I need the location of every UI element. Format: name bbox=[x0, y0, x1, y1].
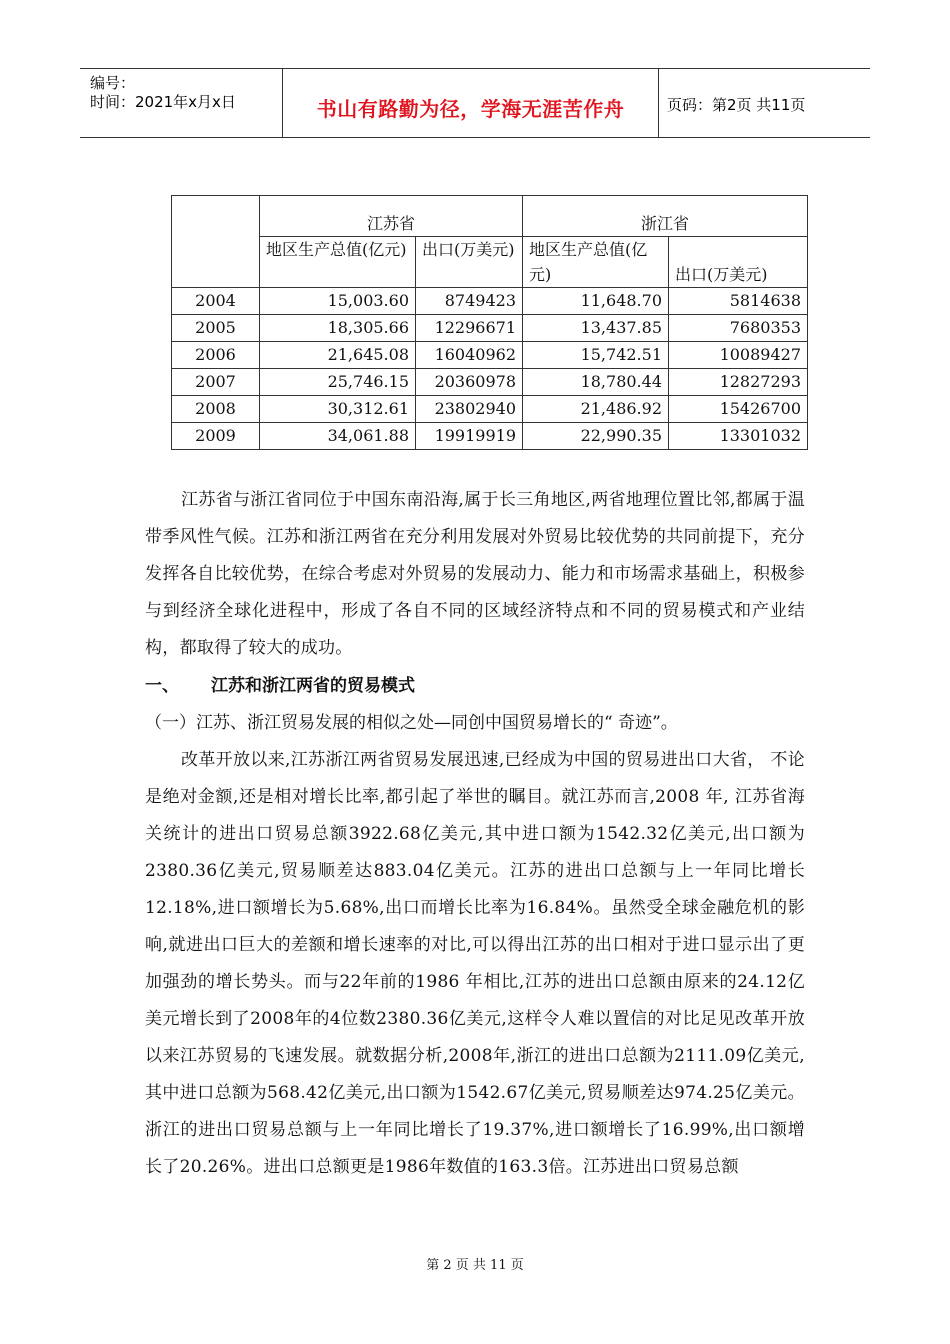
zj-export-cell: 5814638 bbox=[669, 288, 808, 315]
year-cell: 2005 bbox=[172, 315, 260, 342]
zj-gdp-cell: 22,990.35 bbox=[523, 423, 669, 450]
table-row bbox=[172, 396, 808, 423]
year-cell: 2009 bbox=[172, 423, 260, 450]
js-export-cell: 23802940 bbox=[416, 396, 523, 423]
col-jiangsu-export: 出口(万美元) bbox=[416, 237, 523, 288]
table-row bbox=[172, 369, 808, 396]
js-export-cell: 19919919 bbox=[416, 423, 523, 450]
zj-gdp-cell: 21,486.92 bbox=[523, 396, 669, 423]
section-heading bbox=[145, 668, 415, 705]
subsection-heading: （一）江苏、浙江贸易发展的相似之处—同创中国贸易增长的“ 奇迹”。 bbox=[145, 713, 678, 733]
table-row bbox=[172, 423, 808, 450]
col-zhejiang-export: 出口(万美元) bbox=[669, 237, 808, 288]
js-export-cell: 12296671 bbox=[416, 315, 523, 342]
zj-gdp-cell: 18,780.44 bbox=[523, 369, 669, 396]
page-footer: 第 2 页 共 11 页 bbox=[426, 1258, 524, 1273]
js-gdp-cell: 30,312.61 bbox=[260, 396, 416, 423]
js-export-cell: 16040962 bbox=[416, 342, 523, 369]
number-label: 编号： bbox=[90, 74, 136, 92]
page-label: 页码：第2页 共11页 bbox=[667, 96, 806, 114]
time-label: 时间：2021年x月x日 bbox=[90, 93, 236, 111]
zj-export-cell: 7680353 bbox=[669, 315, 808, 342]
zj-export-cell: 12827293 bbox=[669, 369, 808, 396]
zj-export-cell: 13301032 bbox=[669, 423, 808, 450]
js-gdp-cell: 21,645.08 bbox=[260, 342, 416, 369]
table-row bbox=[172, 315, 808, 342]
year-cell: 2007 bbox=[172, 369, 260, 396]
year-cell: 2004 bbox=[172, 288, 260, 315]
js-gdp-cell: 15,003.60 bbox=[260, 288, 416, 315]
motto: 书山有路勤为径，学海无涯苦作舟 bbox=[316, 97, 625, 121]
zj-gdp-cell: 13,437.85 bbox=[523, 315, 669, 342]
js-gdp-cell: 34,061.88 bbox=[260, 423, 416, 450]
section-heading-text: 江苏和浙江两省的贸易模式 bbox=[211, 676, 415, 696]
zj-export-cell: 10089427 bbox=[669, 342, 808, 369]
js-gdp-cell: 18,305.66 bbox=[260, 315, 416, 342]
empty-corner-cell bbox=[172, 196, 260, 288]
js-export-cell: 8749423 bbox=[416, 288, 523, 315]
paragraph-intro: 江苏省与浙江省同位于中国东南沿海,属于长三角地区,两省地理位置比邻,都属于温带季风性气候。江苏和浙江两省在充分利用发展对外贸易比较优势的共同前提下，充分发挥各自比较优势，在综合考虑对外贸易的发展动力、能力和市场需求基础上，积极参与到经济全球化进程中，形成了各自不同的区域经济特点和不同的贸易模式和产业结构，都取得了较大的成功。 bbox=[145, 490, 805, 658]
gdp-export-table bbox=[171, 195, 808, 450]
zj-gdp-cell: 11,648.70 bbox=[523, 288, 669, 315]
province-zhejiang: 浙江省 bbox=[523, 196, 808, 237]
col-zhejiang-gdp: 地区生产总值(亿元) bbox=[523, 237, 669, 288]
province-jiangsu: 江苏省 bbox=[260, 196, 523, 237]
section-heading-number: 一、 bbox=[145, 676, 179, 696]
header-page-cell bbox=[659, 69, 870, 137]
zj-gdp-cell: 15,742.51 bbox=[523, 342, 669, 369]
header-meta-cell bbox=[80, 69, 283, 137]
table-header-row bbox=[172, 196, 808, 237]
table-row bbox=[172, 342, 808, 369]
paragraph-body: 改革开放以来,江苏浙江两省贸易发展迅速,已经成为中国的贸易进出口大省， 不论是绝对金额,还是相对增长比率,都引起了举世的瞩目。就江苏而言,2008 年, 江苏省海关统计的进出口贸易总额3922.68亿美元,其中进口额为1542.32亿美元,出口额为2380.36亿美元,贸易顺差达883.04亿美元。江苏的进出口总额与上一年同比增长12.18%,进口额增长为5.68%,出口而增长比率为16.84%。虽然受全球金融危机的影响,就进出口巨大的差额和增长速率的对比,可以得出江苏的出口相对于进口显示出了更加强劲的增长势头。而与22年前的1986 年相比,江苏的进出口总额由原来的24.12亿美元增长到了2008年的4位数2380.36亿美元,这样令人难以置信的对比足见改革开放以来江苏贸易的飞速发展。就数据分析,2008年,浙江的进出口总额为2111.09亿美元,其中进口总额为568.42亿美元,出口额为1542.67亿美元,贸易顺差达974.25亿美元。浙江的进出口贸易总额与上一年同比增长了19.37%,进口额增长了16.99%,出口额增长了20.26%。进出口总额更是1986年数值的163.3倍。江苏进出口贸易总额 bbox=[145, 750, 805, 1177]
js-gdp-cell: 25,746.15 bbox=[260, 369, 416, 396]
table-subheader-row bbox=[172, 237, 808, 288]
col-jiangsu-gdp: 地区生产总值(亿元) bbox=[260, 237, 416, 288]
table-row bbox=[172, 288, 808, 315]
zj-export-cell: 15426700 bbox=[669, 396, 808, 423]
year-cell: 2006 bbox=[172, 342, 260, 369]
header-motto-cell bbox=[283, 69, 659, 137]
js-export-cell: 20360978 bbox=[416, 369, 523, 396]
year-cell: 2008 bbox=[172, 396, 260, 423]
document-header bbox=[80, 68, 870, 138]
